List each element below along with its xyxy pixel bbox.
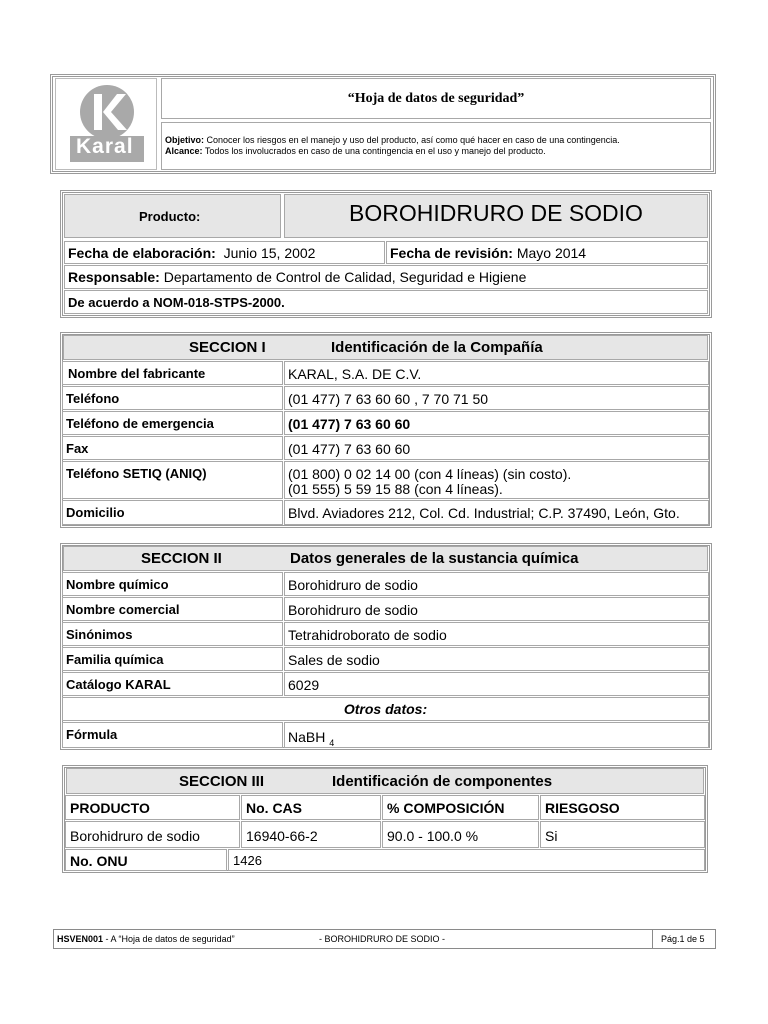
section-2-label-cell	[62, 572, 283, 596]
section-3-data-cell	[241, 821, 381, 848]
section-1-label-cell	[62, 361, 283, 385]
section-1-row-label: Domicilio	[66, 505, 125, 520]
section-3-col-header	[382, 795, 539, 820]
objetivo-text: Conocer los riesgos en el manejo y uso del producto, así como qué hacer en caso de una contingencia.	[206, 135, 620, 145]
norma-text: De acuerdo a NOM-018-STPS-2000.	[68, 295, 285, 310]
objective-line	[165, 135, 620, 146]
section-2-row-label: Nombre comercial	[66, 602, 180, 617]
section-2-number: SECCION II	[141, 550, 222, 567]
section-1-row-label: Teléfono de emergencia	[66, 416, 214, 431]
footer-rev: - A “Hoja de datos de seguridad”	[105, 934, 235, 944]
section-3-data-text: Si	[545, 828, 558, 844]
section-3-title: Identificación de componentes	[332, 773, 553, 790]
section-1-row-value: (01 477) 7 63 60 60 , 7 70 71 50	[288, 391, 489, 407]
norma-cell	[64, 290, 708, 314]
section-3-data-text: 16940-66-2	[246, 828, 318, 844]
section-1-row-value: Blvd. Aviadores 212, Col. Cd. Industrial; C.P. 37490, León, Gto.	[288, 505, 680, 521]
section-3-data-text: 90.0 - 100.0 %	[387, 828, 479, 844]
onu-label-cell	[65, 849, 227, 871]
karal-logo-text: Karal	[76, 135, 134, 158]
section-1-label-cell	[62, 436, 283, 460]
section-1-value-cell	[284, 386, 709, 410]
section-2-value-cell	[284, 622, 709, 646]
section-2-value-cell	[284, 672, 709, 696]
section-3-data-cell	[65, 821, 240, 848]
section-2-row-value: Sales de sodio	[288, 652, 380, 668]
section-2-header	[63, 546, 708, 571]
section-2-row-label: Catálogo KARAL	[66, 677, 171, 692]
section-2-label-cell	[62, 597, 283, 621]
section-3-number: SECCION III	[179, 773, 265, 790]
onu-label: No. ONU	[70, 853, 128, 869]
otros-datos-row	[62, 697, 709, 721]
section-3-col-header	[540, 795, 705, 820]
fecha-elab-value: Junio 15, 2002	[223, 245, 316, 261]
section-2-value-cell	[284, 647, 709, 671]
section-2-row-value: 6029	[288, 677, 320, 693]
footer-product: - BOROHIDRURO DE SODIO -	[319, 934, 446, 944]
product-label-cell	[64, 194, 281, 238]
otros-datos-label: Otros datos:	[343, 701, 428, 717]
section-1-number: SECCION I	[189, 339, 266, 356]
alcance-label: Alcance:	[165, 146, 203, 156]
section-1-row-value-2: (01 555) 5 59 15 88 (con 4 líneas).	[288, 481, 503, 497]
onu-value: 1426	[233, 853, 262, 868]
section-3-header-text: RIESGOSO	[545, 800, 620, 816]
scope-line	[165, 146, 546, 157]
section-1-value-cell	[284, 461, 709, 499]
responsable-cell	[64, 265, 708, 289]
fecha-elab-line	[68, 245, 315, 261]
responsable-value: Departamento de Control de Calidad, Seguridad e Higiene	[163, 269, 527, 285]
section-1-label-cell	[62, 500, 283, 525]
footer-code: HSVEN001	[57, 934, 104, 944]
section-3-col-header	[65, 795, 240, 820]
section-1-row-label: Fax	[66, 441, 89, 456]
section-1-value-cell	[284, 361, 709, 385]
section-3-header-text: % COMPOSICIÓN	[387, 800, 505, 816]
formula-value	[288, 729, 334, 748]
section-2-row-value: Borohidruro de sodio	[288, 602, 418, 618]
section-1-label-cell	[62, 386, 283, 410]
fecha-rev-label: Fecha de revisión:	[390, 245, 513, 261]
section-1-value-cell	[284, 411, 709, 435]
section-2-title: Datos generales de la sustancia química	[290, 550, 579, 567]
formula-label: Fórmula	[66, 727, 118, 742]
section-3-header	[66, 768, 704, 794]
section-2-row-value: Tetrahidroborato de sodio	[288, 627, 447, 643]
section-1-row-value: (01 477) 7 63 60 60	[288, 441, 411, 457]
product-name-cell	[284, 194, 708, 238]
section-2-row-label: Familia química	[66, 652, 164, 667]
onu-value-cell	[228, 849, 705, 871]
section-1-label-cell	[62, 461, 283, 499]
section-1-title: Identificación de la Compañía	[331, 339, 543, 356]
formula-main: NaBH	[288, 729, 326, 745]
responsable-line	[68, 269, 526, 285]
section-1-label-cell	[62, 411, 283, 435]
fecha-elab-cell	[64, 241, 385, 264]
section-2-value-cell	[284, 572, 709, 596]
product-name: BOROHIDRURO DE SODIO	[349, 200, 643, 226]
page-footer	[53, 929, 716, 949]
objetivo-label: Objetivo:	[165, 135, 205, 145]
section-1-header	[63, 335, 708, 360]
section-3-header-text: PRODUCTO	[70, 800, 150, 816]
logo-cell	[55, 78, 157, 170]
fecha-rev-value: Mayo 2014	[516, 245, 587, 261]
section-1-value-cell	[284, 436, 709, 460]
section-1-row-value: (01 477) 7 63 60 60	[288, 416, 411, 432]
section-2-label-cell	[62, 622, 283, 646]
section-3-header-text: No. CAS	[246, 800, 302, 816]
responsable-label: Responsable:	[68, 269, 160, 285]
section-2-label-cell	[62, 672, 283, 696]
section-1-row-label: Teléfono SETIQ (ANIQ)	[66, 466, 207, 481]
section-2-label-cell	[62, 647, 283, 671]
fecha-rev-line	[390, 245, 586, 261]
footer-doc	[57, 934, 235, 944]
section-2-value-cell	[284, 597, 709, 621]
formula-subscript: 4	[329, 737, 335, 748]
doc-title: “Hoja de datos de seguridad”	[347, 91, 525, 106]
alcance-text: Todos los involucrados en caso de una contingencia en el uso y manejo del producto.	[204, 146, 546, 156]
section-1-row-value: (01 800) 0 02 14 00 (con 4 líneas) (sin costo).	[288, 466, 572, 482]
formula-value-cell	[284, 722, 709, 748]
section-1-row-label: Nombre del fabricante	[68, 366, 206, 381]
section-3-col-header	[241, 795, 381, 820]
section-1-row-value: KARAL, S.A. DE C.V.	[288, 366, 422, 382]
fecha-elab-label: Fecha de elaboración:	[68, 245, 216, 261]
section-3-data-text: Borohidruro de sodio	[70, 828, 200, 844]
section-1-row-label: Teléfono	[66, 391, 120, 406]
product-label: Producto:	[139, 209, 201, 224]
fecha-rev-cell	[386, 241, 708, 264]
formula-label-cell	[62, 722, 283, 748]
section-2-row-value: Borohidruro de sodio	[288, 577, 418, 593]
section-3-data-cell	[540, 821, 705, 848]
doc-title-cell	[161, 78, 711, 119]
objective-cell	[161, 122, 711, 170]
section-1-value-cell	[284, 500, 709, 525]
section-2-row-label: Nombre químico	[66, 577, 169, 592]
section-2-row-label: Sinónimos	[66, 627, 133, 642]
section-3-data-cell	[382, 821, 539, 848]
footer-page: Pág.1 de 5	[661, 934, 705, 944]
